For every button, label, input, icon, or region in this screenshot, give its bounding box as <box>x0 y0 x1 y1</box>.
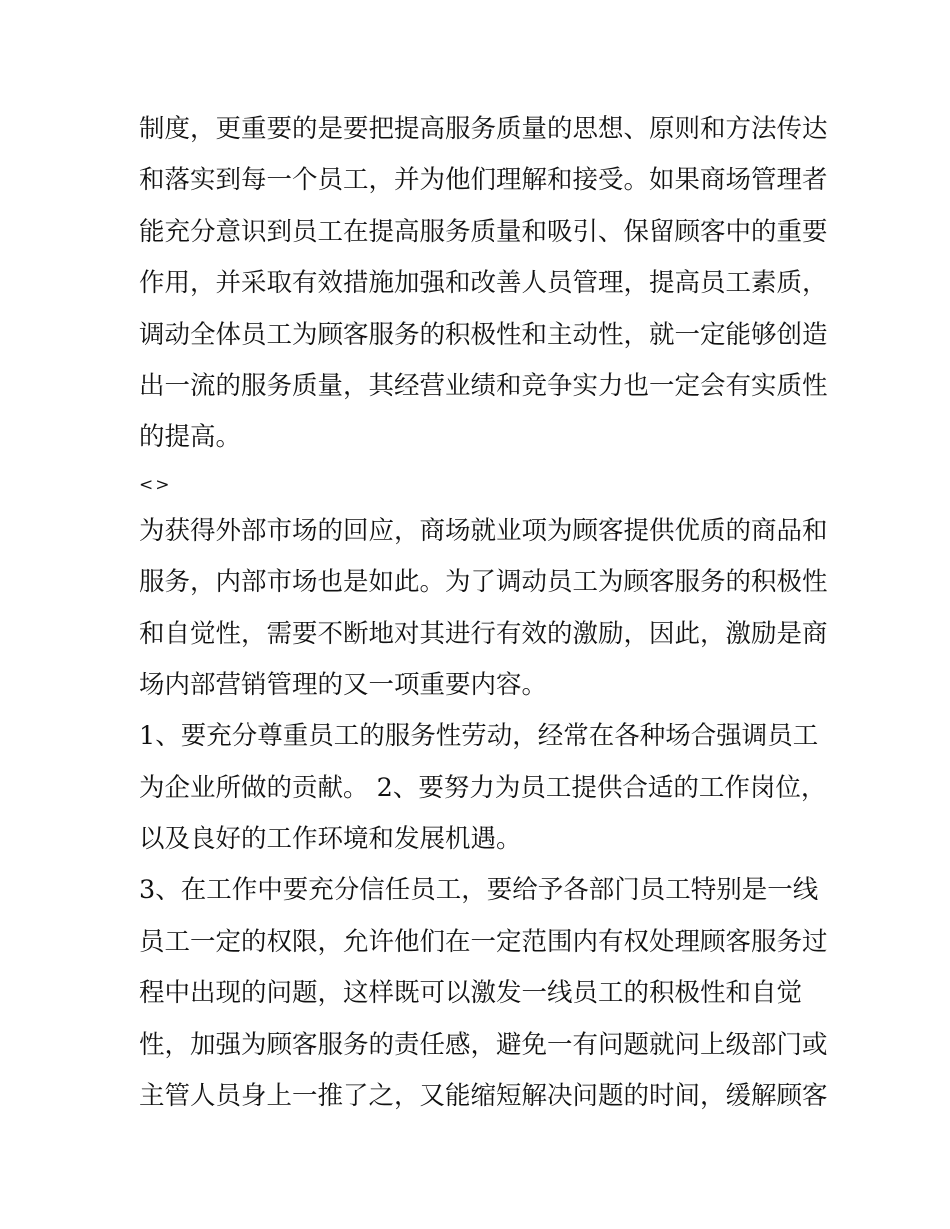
body-text <box>139 104 828 1122</box>
list-item-text: 主管人员身上一推了之，又能缩短解决问题的时间，缓解顾客 <box>139 1081 828 1112</box>
list-item-text: 为企业所做的贡献。 2、要努力为员工提供合适的工作岗位， <box>139 772 827 803</box>
text-line: 和落实到每一个员工，并为他们理解和接受。如果商场管理者 <box>139 165 828 196</box>
text-line: 出一流的服务质量，其经营业绩和竞争实力也一定会有实质性 <box>139 370 828 401</box>
text-line: 场内部营销管理的又一项重要内容。 <box>139 669 548 700</box>
list-item-text: 性，加强为顾客服务的责任感，避免一有问题就问上级部门或 <box>139 1029 828 1060</box>
text-line: 作用，并采取有效措施加强和改善人员管理，提高员工素质， <box>139 268 828 299</box>
text-line: 和自觉性，需要不断地对其进行有效的激励，因此，激励是商 <box>139 618 828 649</box>
text-line: 制度，更重要的是要把提高服务质量的思想、原则和方法传达 <box>139 114 828 144</box>
text-line: 能充分意识到员工在提高服务质量和吸引、保留顾客中的重要 <box>139 216 828 247</box>
list-item-text: 程中出现的问题，这样既可以激发一线员工的积极性和自觉 <box>139 978 803 1009</box>
text-line: 为获得外部市场的回应，商场就业项为顾客提供优质的商品和 <box>139 515 828 546</box>
list-item-text: 3、在工作中要充分信任员工，要给予各部门员工特别是一线 <box>139 875 819 906</box>
text-line: 调动全体员工为顾客服务的积极性和主动性，就一定能够创造 <box>139 319 828 350</box>
list-item-text: 员工一定的权限，允许他们在一定范围内有权处理顾客服务过 <box>139 926 828 957</box>
text-line: 服务，内部市场也是如此。为了调动员工为顾客服务的积极性 <box>139 567 828 598</box>
text-line: 的提高。 <box>139 422 242 453</box>
list-item-text: 1、要充分尊重员工的服务性劳动，经常在各种场合强调员工 <box>139 721 819 752</box>
list-item-text: 以及良好的工作环境和发展机遇。 <box>139 824 522 855</box>
section-marker: <> <box>139 474 172 495</box>
